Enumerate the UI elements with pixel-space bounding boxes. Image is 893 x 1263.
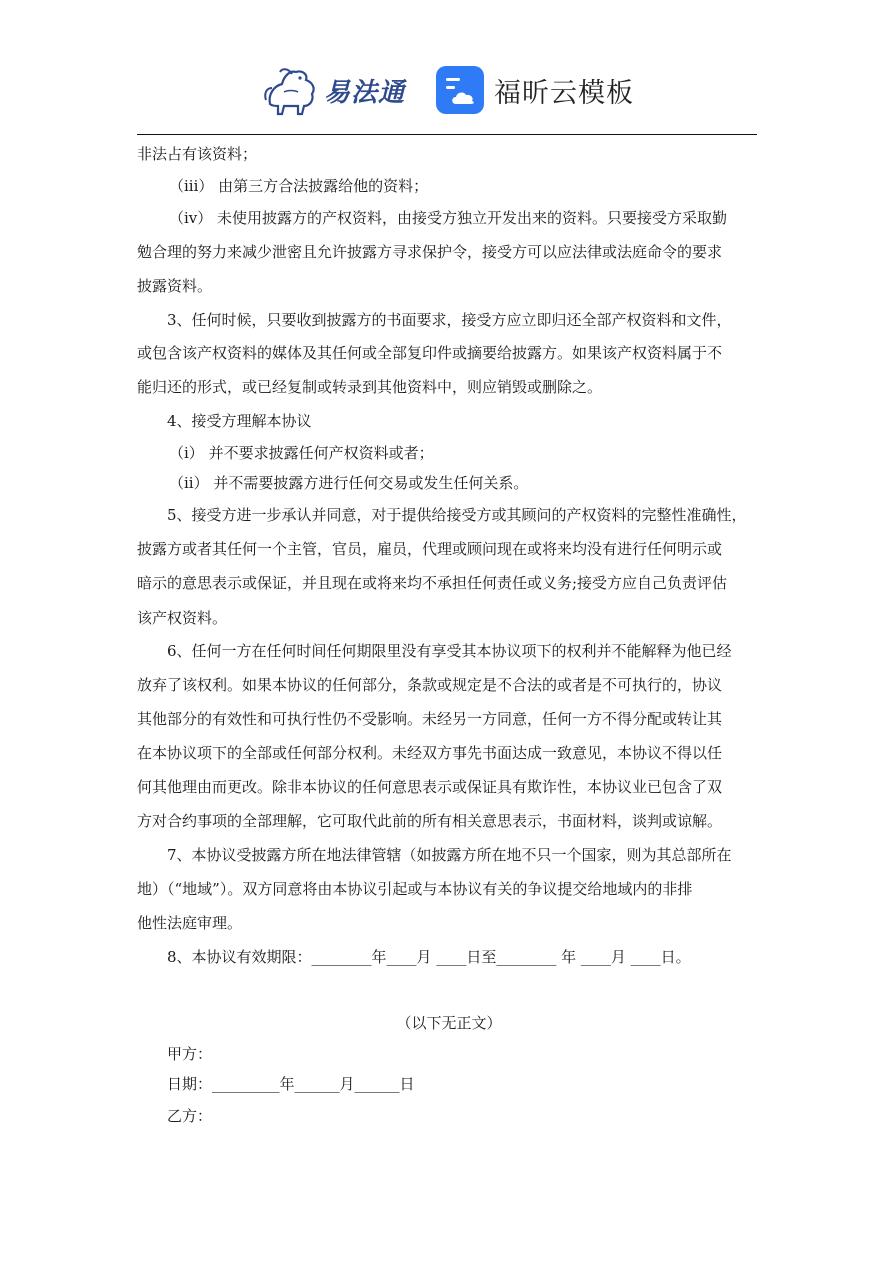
text-line: 在本协议项下的全部或任何部分权利。未经双方事先书面达成一致意见，本协议不得以任 <box>137 744 723 762</box>
text-line: 3、任何时候，只要收到披露方的书面要求，接受方应立即归还全部产权资料和文件， <box>167 311 732 329</box>
text-line: 5、接受方进一步承认并同意，对于提供给接受方或其顾问的产权资料的完整性准确性， <box>167 506 747 524</box>
text-line: 放弃了该权利。如果本协议的任何部分，条款或规定是不合法的或者是不可执行的，协议 <box>137 676 723 694</box>
text-line: 该产权资料。 <box>137 609 228 627</box>
text-line: （iv） 未使用披露方的产权资料，由接受方独立开发出来的资料。只要接受方采取勤 <box>169 209 728 227</box>
text-line: 地）（“地域”）。双方同意将由本协议引起或与本协议有关的争议提交给地域内的非排 <box>137 880 693 898</box>
text-line: （ii） 并不需要披露方进行任何交易或发生任何关系。 <box>169 474 529 492</box>
text-line: 或包含该产权资料的媒体及其任何或全部复印件或摘要给披露方。如果该产权资料属于不 <box>137 344 723 362</box>
text-line: 披露方或者其任何一个主管，官员，雇员，代理或顾问现在或将来均没有进行任何明示或 <box>137 540 723 558</box>
text-line: 他性法庭审理。 <box>137 914 243 932</box>
text-line: 勉合理的努力来减少泄密且允许披露方寻求保护令，接受方可以应法律或法庭命令的要求 <box>137 243 723 261</box>
logo1-label: 易法通 <box>324 77 406 108</box>
text-line: 暗示的意思表示或保证，并且现在或将来均不承担任何责任或义务;接受方应自己负责评估 <box>137 574 728 592</box>
text-line: 6、任何一方在任何时间任何期限里没有享受其本协议项下的权利并不能解释为他已经 <box>167 642 732 660</box>
no-further-text: （以下无正文） <box>396 1014 502 1032</box>
qilin-icon <box>262 64 320 116</box>
text-line: 何其他理由而更改。除非本协议的任何意思表示或保证具有欺诈性，本协议业已包含了双 <box>137 778 723 796</box>
text-line: 8、本协议有效期限：________年____月 ____日至________ 年 ____月 ____日。 <box>167 948 691 966</box>
header-divider <box>137 134 757 135</box>
text-line: （i） 并不要求披露任何产权资料或者； <box>169 444 434 462</box>
logo2-label: 福昕云模板 <box>494 77 634 109</box>
document-header <box>0 58 893 122</box>
party-a-label: 甲方： <box>167 1045 213 1063</box>
party-b-label: 乙方： <box>167 1107 213 1125</box>
fuxin-template-logo <box>436 64 634 116</box>
text-line: （iii） 由第三方合法披露给他的资料； <box>169 177 429 195</box>
text-line: 披露资料。 <box>137 277 213 295</box>
cloud-doc-icon <box>436 66 484 114</box>
text-line: 4、接受方理解本协议 <box>167 412 312 430</box>
yifatong-logo <box>262 62 405 118</box>
text-line: 7、本协议受披露方所在地法律管辖（如披露方所在地不只一个国家，则为其总部所在 <box>167 846 732 864</box>
text-line: 其他部分的有效性和可执行性仍不受影响。未经另一方同意，任何一方不得分配或转让其 <box>137 710 723 728</box>
text-line: 能归还的形式，或已经复制或转录到其他资料中，则应销毁或删除之。 <box>137 378 603 396</box>
text-line: 非法占有该资料； <box>137 145 258 163</box>
date-line: 日期：_________年______月______日 <box>167 1075 415 1093</box>
text-line: 方对合约事项的全部理解，它可取代此前的所有相关意思表示，书面材料，谈判或谅解。 <box>137 812 723 830</box>
